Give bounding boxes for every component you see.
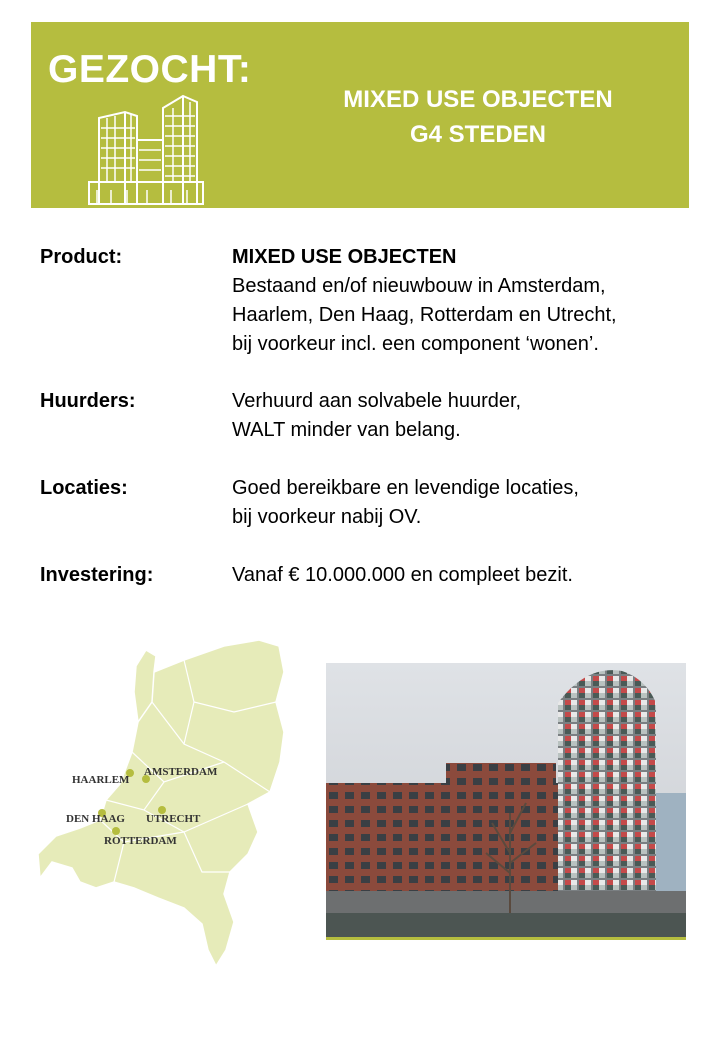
section-value (232, 243, 692, 359)
green-line (326, 937, 686, 940)
buildings-icon (87, 94, 207, 206)
page-title: GEZOCHT: (48, 48, 252, 91)
building-photo (326, 663, 686, 940)
city-label-utrecht: UTRECHT (146, 813, 201, 825)
section-line: WALT minder van belang. (232, 419, 461, 441)
tower (558, 670, 656, 913)
section-line: Bestaand en/of nieuwbouw in Amsterdam, (232, 275, 606, 297)
section-line: bij voorkeur nabij OV. (232, 506, 422, 528)
canal-wall (326, 891, 686, 913)
brick-building-top (446, 763, 556, 793)
subtitle-line-1: MIXED USE OBJECTEN (343, 86, 613, 113)
section-label: Investering: (40, 564, 154, 586)
city-label-den-haag: DEN HAAG (66, 813, 125, 825)
section-value (232, 561, 692, 590)
section-line: Haarlem, Den Haag, Rotterdam en Utrecht, (232, 304, 617, 326)
section-line: Verhuurd aan solvabele huurder, (232, 390, 522, 412)
section-value (232, 387, 692, 445)
netherlands-map (34, 632, 294, 972)
section-line: Vanaf € 10.000.000 en compleet bezit. (232, 564, 573, 586)
section-label: Huurders: (40, 390, 136, 412)
city-label-rotterdam: ROTTERDAM (104, 835, 177, 847)
section-line: bij voorkeur incl. een component ‘wonen’. (232, 333, 599, 355)
city-dot-rotterdam (112, 827, 120, 835)
section-line: MIXED USE OBJECTEN (232, 246, 457, 268)
section-value (232, 474, 692, 532)
subtitle-line-2: G4 STEDEN (409, 121, 547, 148)
section-line: Goed bereikbare en levendige locaties, (232, 477, 579, 499)
city-label-amsterdam: AMSTERDAM (144, 766, 218, 778)
brick-building (326, 783, 576, 893)
netherlands-shape (38, 640, 284, 966)
section-label: Product: (40, 246, 123, 268)
header-banner (31, 22, 689, 208)
water (326, 913, 686, 937)
section-label: Locaties: (40, 477, 128, 499)
city-label-haarlem: HAARLEM (72, 774, 130, 786)
